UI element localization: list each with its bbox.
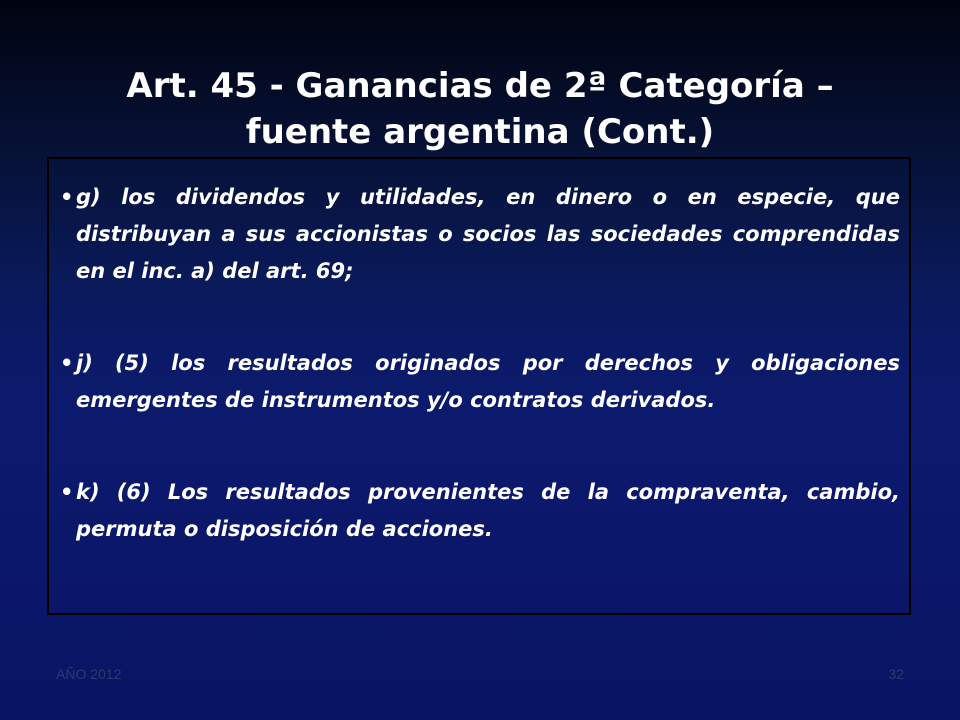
slide-title-line-1: Art. 45 - Ganancias de 2ª Categoría – bbox=[126, 65, 834, 106]
footer-date: AÑO 2012 bbox=[56, 666, 122, 682]
bullet-item-g bbox=[60, 179, 900, 290]
content-box bbox=[47, 157, 911, 615]
bullet-item-j bbox=[60, 345, 900, 419]
bullet-text: k) (6) Los resultados provenientes de la compraventa, cambio, permuta o disposición de acciones. bbox=[76, 480, 900, 541]
slide-title-line-2: fuente argentina (Cont.) bbox=[245, 111, 715, 152]
bullet-item-k bbox=[60, 474, 900, 548]
bullet-text: g) los dividendos y utilidades, en dinero o en especie, que distribuyan a sus accionistas o socios las sociedades comprendidas en el inc. a) del art. 69; bbox=[76, 185, 900, 283]
bullet-list bbox=[60, 179, 900, 603]
bullet-marker: • bbox=[60, 185, 74, 209]
bullet-marker: • bbox=[60, 351, 74, 375]
slide-title bbox=[60, 63, 900, 155]
bullet-marker: • bbox=[60, 480, 74, 504]
bullet-text: j) (5) los resultados originados por derechos y obligaciones emergentes de instrumentos y/o contratos derivados. bbox=[76, 351, 900, 412]
slide-number: 32 bbox=[888, 666, 904, 682]
